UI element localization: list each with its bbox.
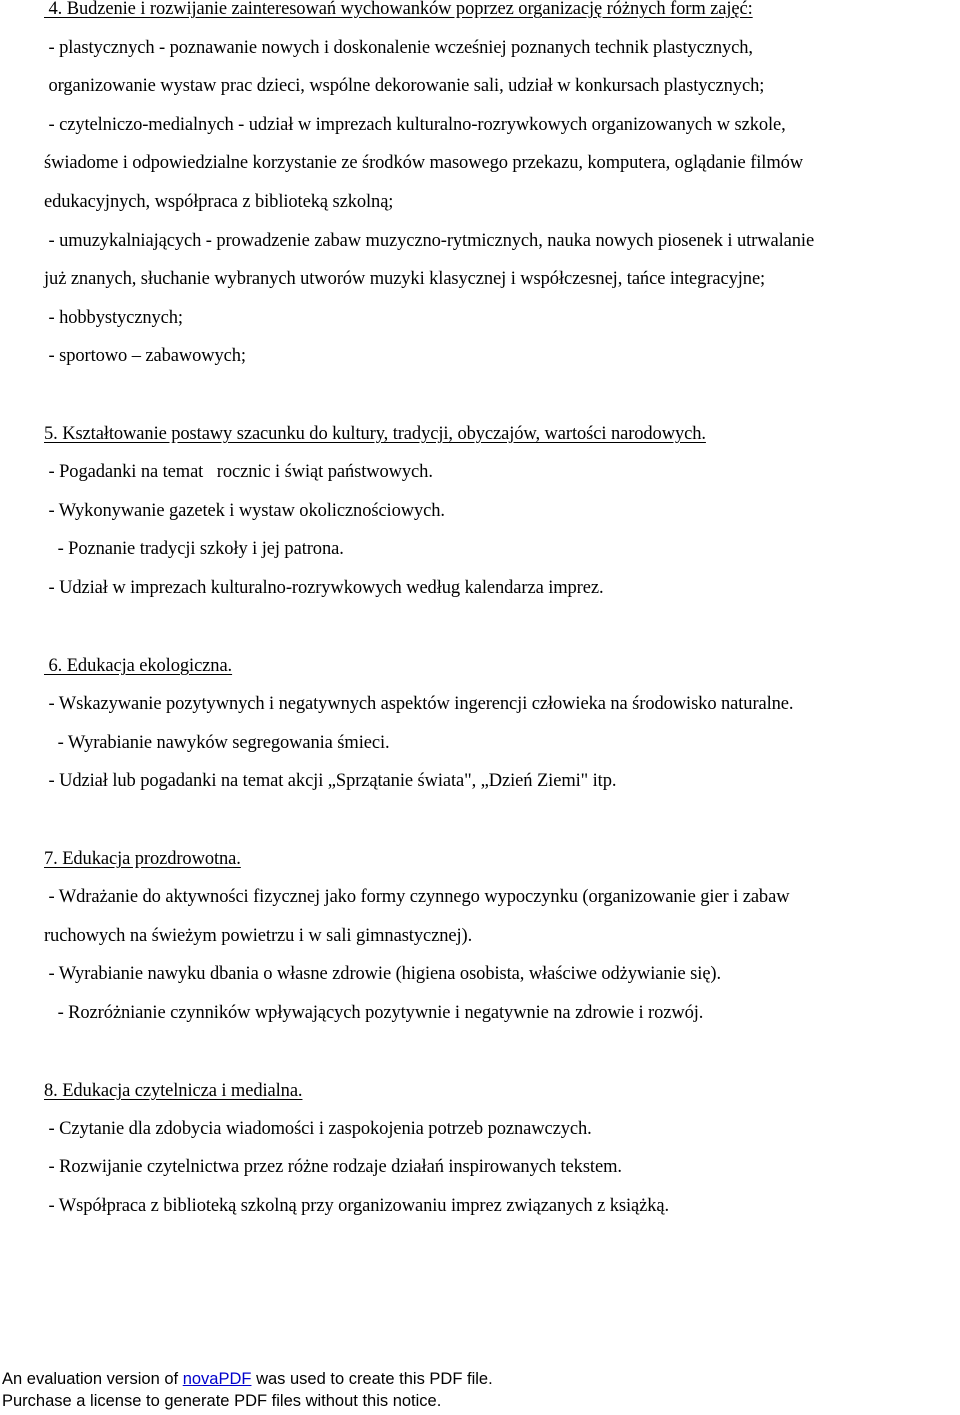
section-8-line: - Rozwijanie czytelnictwa przez różne rodzaje działań inspirowanych tekstem.	[44, 1157, 622, 1177]
section-5-line: - Udział w imprezach kulturalno-rozrywkowych według kalendarza imprez.	[44, 578, 604, 598]
novapdf-link[interactable]: novaPDF	[182, 1370, 252, 1388]
notice-text: was used to create this PDF file.	[251, 1370, 493, 1388]
section-4-heading: 4. Budzenie i rozwijanie zainteresowań wychowanków poprzez organizację różnych form zajęć:	[44, 0, 753, 19]
section-7-heading: 7. Edukacja prozdrowotna.	[44, 849, 241, 869]
section-5-line: - Pogadanki na temat rocznic i świąt państwowych.	[44, 462, 433, 482]
evaluation-notice	[2, 1368, 493, 1412]
section-4-line: świadome i odpowiedzialne korzystanie ze środków masowego przekazu, komputera, oglądanie filmów	[44, 153, 804, 173]
section-7-line: ruchowych na świeżym powietrzu i w sali gimnastycznej).	[44, 926, 473, 946]
notice-text: An evaluation version of	[2, 1370, 183, 1388]
section-4-line: - hobbystycznych;	[44, 308, 183, 328]
section-4-line: organizowanie wystaw prac dzieci, wspólne dekorowanie sali, udział w konkursach plastycznych;	[44, 76, 765, 96]
section-4-line: edukacyjnych, współpraca z biblioteką szkolną;	[44, 192, 394, 212]
section-6-line: - Udział lub pogadanki na temat akcji „Sprzątanie świata", „Dzień Ziemi" itp.	[44, 771, 617, 791]
section-5-line: - Wykonywanie gazetek i wystaw okolicznościowych.	[44, 501, 445, 521]
evaluation-notice-line-1	[2, 1368, 493, 1390]
section-4-line: - plastycznych - poznawanie nowych i doskonalenie wcześniej poznanych technik plastycznych,	[44, 38, 753, 58]
evaluation-notice-line-2: Purchase a license to generate PDF files without this notice.	[2, 1392, 442, 1410]
section-8-heading: 8. Edukacja czytelnicza i medialna.	[44, 1081, 303, 1101]
section-4-line: - sportowo – zabawowych;	[44, 346, 246, 366]
section-7-line: - Wdrażanie do aktywności fizycznej jako formy czynnego wypoczynku (organizowanie gier i zabaw	[44, 887, 790, 907]
section-8-line: - Współpraca z biblioteką szkolną przy organizowaniu imprez związanych z książką.	[44, 1196, 670, 1216]
section-6-line: - Wskazywanie pozytywnych i negatywnych aspektów ingerencji człowieka na środowisko naturalne.	[44, 694, 794, 714]
section-4-line: - czytelniczo-medialnych - udział w imprezach kulturalno-rozrywkowych organizowanych w szkole,	[44, 115, 786, 135]
section-7-line: - Rozróżnianie czynników wpływających pozytywnie i negatywnie na zdrowie i rozwój.	[44, 1003, 704, 1023]
section-6-line: - Wyrabianie nawyków segregowania śmieci.	[44, 733, 390, 753]
section-6-heading: 6. Edukacja ekologiczna.	[44, 656, 233, 676]
section-8-line: - Czytanie dla zdobycia wiadomości i zaspokojenia potrzeb poznawczych.	[44, 1119, 592, 1139]
section-5-heading: 5. Kształtowanie postawy szacunku do kultury, tradycji, obyczajów, wartości narodowych.	[44, 424, 706, 444]
section-4-line: - umuzykalniających - prowadzenie zabaw muzyczno-rytmicznych, nauka nowych piosenek i utrwalanie	[44, 231, 815, 251]
section-5-line: - Poznanie tradycji szkoły i jej patrona.	[44, 539, 344, 559]
section-4-line: już znanych, słuchanie wybranych utworów muzyki klasycznej i współczesnej, tańce integracyjne;	[44, 269, 766, 289]
section-7-line: - Wyrabianie nawyku dbania o własne zdrowie (higiena osobista, właściwe odżywianie się).	[44, 964, 722, 984]
